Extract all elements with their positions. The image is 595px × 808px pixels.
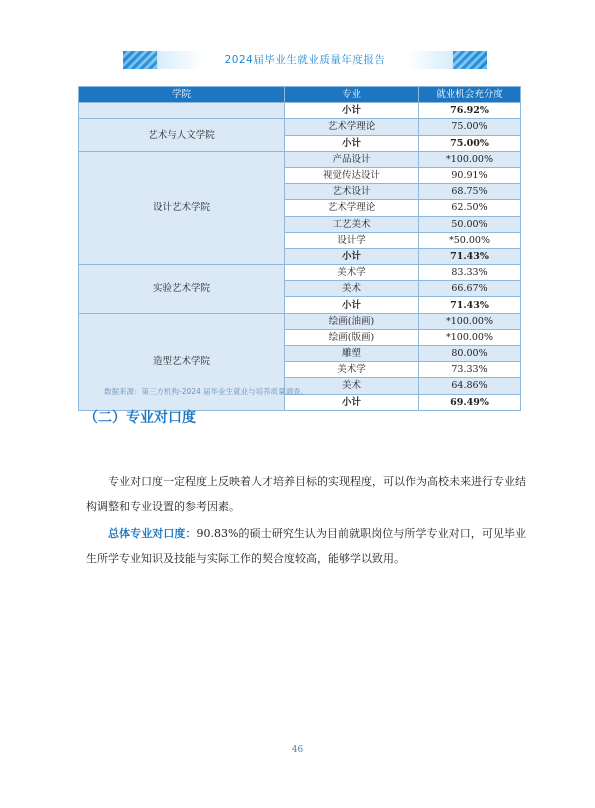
rate-cell: *50.00% [419,232,521,248]
major-cell: 工艺美术 [285,216,419,232]
paragraph-lead-label: 总体专业对口度： [108,527,197,540]
paragraph-intro-text: 专业对口度一定程度上反映着人才培养目标的实现程度，可以作为高校未来进行专业结构调整和专业设置的参考因素。 [86,475,526,513]
subtotal-label: 小计 [285,297,419,313]
major-cell: 设计学 [285,232,419,248]
subtotal-value: 75.00% [419,135,521,151]
subtotal-value: 69.49% [419,394,521,410]
college-cell [79,103,285,119]
table-body [79,103,521,411]
table-row [79,119,521,135]
rate-cell: *100.00% [419,313,521,329]
rate-cell: 73.33% [419,362,521,378]
rate-cell: 75.00% [419,119,521,135]
employment-opportunity-table [78,86,521,411]
subtotal-value: 71.43% [419,248,521,264]
subtotal-label: 小计 [285,103,419,119]
major-cell: 绘画(版画) [285,329,419,345]
subtotal-value: 76.92% [419,103,521,119]
rate-cell: 80.00% [419,346,521,362]
data-source-note: 数据来源：第三方机构-2024 届毕业生就业与培养质量调查。 [104,387,309,396]
subtotal-label: 小计 [285,248,419,264]
major-cell: 绘画(油画) [285,313,419,329]
rate-cell: 62.50% [419,200,521,216]
college-cell: 艺术与人文学院 [79,119,285,151]
table-row [79,313,521,329]
rate-cell: 90.91% [419,167,521,183]
table-row [79,151,521,167]
subtotal-row [79,103,521,119]
major-cell: 艺术学理论 [285,200,419,216]
report-header-banner [123,51,487,69]
table-row [79,265,521,281]
column-header-major: 专业 [285,87,419,103]
column-header-rate: 就业机会充分度 [419,87,521,103]
column-header-college: 学院 [79,87,285,103]
major-cell: 雕塑 [285,346,419,362]
paragraph-overall-text: 90.83%的硕士研究生认为目前就职岗位与所学专业对口，可见毕业生所学专业知识及技能与实际工作的契合度较高，能够学以致用。 [86,527,526,565]
subtotal-value: 71.43% [419,297,521,313]
rate-cell: 66.67% [419,281,521,297]
major-cell: 视觉传达设计 [285,167,419,183]
subtotal-label: 小计 [285,135,419,151]
report-header-title: 2024届毕业生就业质量年度报告 [224,54,386,66]
college-cell: 设计艺术学院 [79,151,285,264]
major-cell: 美术 [285,281,419,297]
section-heading: （二）专业对口度 [84,410,196,426]
rate-cell: *100.00% [419,329,521,345]
major-cell: 美术学 [285,265,419,281]
page-number: 46 [291,745,304,755]
college-cell: 造型艺术学院 [79,313,285,410]
major-cell: 美术 [285,378,419,394]
college-cell: 实验艺术学院 [79,265,285,314]
header-decoration-right [453,51,487,69]
major-cell: 艺术设计 [285,184,419,200]
paragraph-overall [86,522,526,571]
rate-cell: *100.00% [419,151,521,167]
rate-cell: 68.75% [419,184,521,200]
major-cell: 艺术学理论 [285,119,419,135]
paragraph-intro [86,470,526,519]
major-cell: 美术学 [285,362,419,378]
subtotal-label: 小计 [285,394,419,410]
rate-cell: 64.86% [419,378,521,394]
table-header-row [79,87,521,103]
rate-cell: 83.33% [419,265,521,281]
rate-cell: 50.00% [419,216,521,232]
major-cell: 产品设计 [285,151,419,167]
